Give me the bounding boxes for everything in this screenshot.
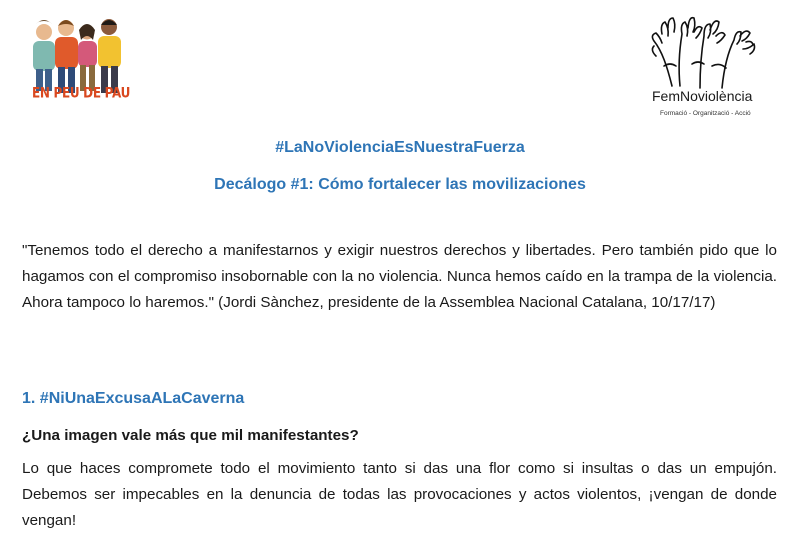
section-1-body: Lo que haces compromete todo el movimiento tanto si das una flor como si insultas o das un empujón. Debemos ser impecables en la denuncia de todas las provocaciones y actos violentos, ¡vengan de donde vengan! <box>22 460 777 529</box>
section-1-heading: 1. #NiUnaExcusaALaCaverna <box>22 390 245 407</box>
femnoviolencia-tagline: Formació - Organització - Acció <box>660 110 751 117</box>
section-1-question: ¿Una imagen vale más que mil manifestantes? <box>22 427 359 444</box>
en-peu-de-pau-wordmark: EN PEU DE PAU <box>31 84 131 102</box>
raised-hands-icon <box>642 6 762 92</box>
document-title: Decálogo #1: Cómo fortalecer las movilizaciones <box>214 176 586 193</box>
femnoviolencia-wordmark: FemNoviolència <box>652 88 753 104</box>
opening-quote: "Tenemos todo el derecho a manifestarnos y exigir nuestros derechos y libertades. Pero también pido que lo hagamos con el compromiso insobornable con la no violencia. Nunca hemos caído en la trampa de la violencia. Ahora tampoco lo haremos." (Jordi Sànchez, presidente de la Assemblea Nacional Catalana, 10/17/17) <box>22 242 777 311</box>
hashtag-title: #LaNoViolenciaEsNuestraFuerza <box>275 139 525 156</box>
